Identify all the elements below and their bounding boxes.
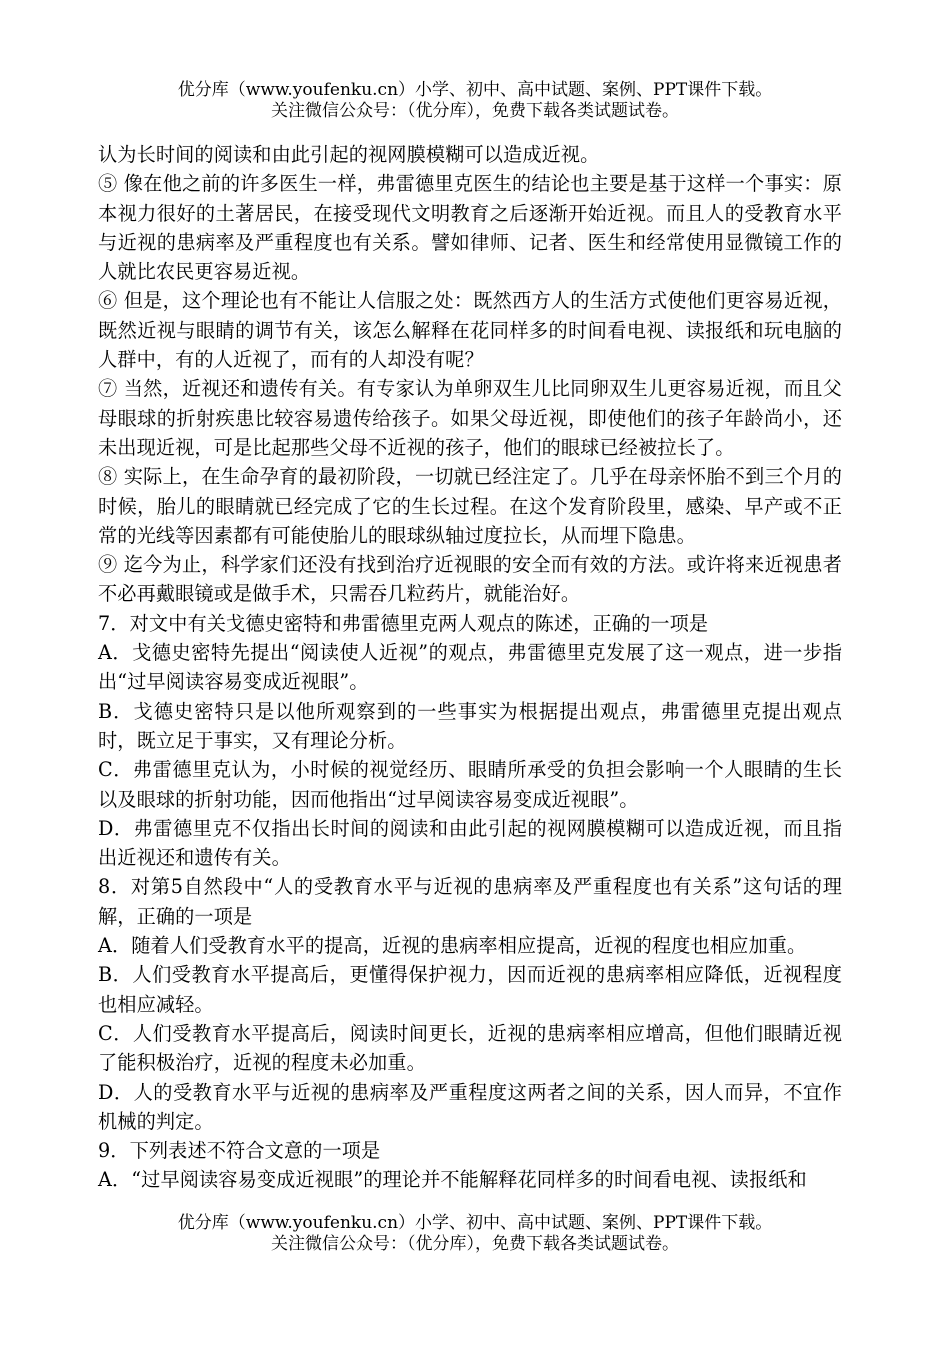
question-8-option-c: C．人们受教育水平提高后，阅读时间更长，近视的患病率相应增高，但他们眼睛近视了能积极治疗，近视的程度未必加重。: [98, 1021, 842, 1075]
question-7: 7．对文中有关戈德史密特和弗雷德里克两人观点的陈述，正确的一项是: [98, 611, 709, 635]
paragraph-6: ⑥ 但是，这个理论也有不能让人信服之处：既然西方人的生活方式使他们更容易近视，既然近视与眼睛的调节有关，该怎么解释在花同样多的时间看电视、读报纸和玩电脑的人群中，有的人近视了，而有的人却没有呢？: [98, 289, 842, 372]
paragraph-5: ⑤ 像在他之前的许多医生一样，弗雷德里克医生的结论也主要是基于这样一个事实：原本视力很好的土著居民，在接受现代文明教育之后逐渐开始近视。而且人的受教育水平与近视的患病率及严重程度也有关系。譬如律师、记者、医生和经常使用显微镜工作的人就比农民更容易近视。: [98, 172, 842, 284]
question-7-option-d: D．弗雷德里克不仅指出长时间的阅读和由此引起的视网膜模糊可以造成近视，而且指出近视还和遗传有关。: [98, 816, 842, 870]
question-9: 9．下列表述不符合文意的一项是: [98, 1139, 381, 1163]
paragraph-continuation: 认为长时间的阅读和由此引起的视网膜模糊可以造成近视。: [98, 143, 600, 166]
question-8: 8．对第5自然段中“人的受教育水平与近视的患病率及严重程度也有关系”这句话的理解，正确的一项是: [98, 875, 842, 928]
question-7-option-b: B．戈德史密特只是以他所观察到的一些事实为根据提出观点，弗雷德里克提出观点时，既立足于事实，又有理论分析。: [98, 699, 842, 752]
footer-line-2: 关注微信公众号：（优分库），免费下载各类试题试卷。: [271, 1234, 679, 1254]
question-9-option-a: A．“过早阅读容易变成近视眼”的理论并不能解释花同样多的时间看电视、读报纸和: [98, 1168, 807, 1192]
question-8-option-d: D．人的受教育水平与近视的患病率及严重程度这两者之间的关系，因人而异，不宜作机械的判定。: [98, 1080, 842, 1133]
paragraph-8: ⑧ 实际上，在生命孕育的最初阶段，一切就已经注定了。几乎在母亲怀胎不到三个月的时候，胎儿的眼睛就已经完成了它的生长过程。在这个发育阶段里，感染、早产或不正常的光线等因素都有可能使胎儿的眼球纵轴过度拉长，从而埋下隐患。: [98, 465, 842, 547]
question-7-option-c: C．弗雷德里克认为，小时候的视觉经历、眼睛所承受的负担会影响一个人眼睛的生长以及眼球的折射功能，因而他指出“过早阅读容易变成近视眼”。: [98, 758, 842, 811]
question-8-option-a: A．随着人们受教育水平的提高，近视的患病率相应提高，近视的程度也相应加重。: [98, 934, 807, 958]
document-body: [98, 140, 842, 1195]
question-7-option-a: A．戈德史密特先提出“阅读使人近视”的观点，弗雷德里克发展了这一观点，进一步指出“过早阅读容易变成近视眼”。: [98, 641, 842, 694]
page-footer: [0, 1213, 950, 1255]
header-line-2: 关注微信公众号：（优分库），免费下载各类试题试卷。: [271, 101, 679, 121]
page-header: [0, 80, 950, 122]
header-line-1: 优分库（www.youfenku.cn）小学、初中、高中试题、案例、PPT课件下载。: [177, 80, 773, 100]
footer-line-1: 优分库（www.youfenku.cn）小学、初中、高中试题、案例、PPT课件下载。: [177, 1213, 773, 1233]
question-8-option-b: B．人们受教育水平提高后，更懂得保护视力，因而近视的患病率相应降低，近视程度也相应减轻。: [98, 963, 842, 1016]
paragraph-9: ⑨ 迄今为止，科学家们还没有找到治疗近视眼的安全而有效的方法。或许将来近视患者不必再戴眼镜或是做手术，只需吞几粒药片，就能治好。: [98, 553, 842, 606]
paragraph-7: ⑦ 当然，近视还和遗传有关。有专家认为单卵双生儿比同卵双生儿更容易近视，而且父母眼球的折射疾患比较容易遗传给孩子。如果父母近视，即使他们的孩子年龄尚小，还未出现近视，可是比起那些父母不近视的孩子，他们的眼球已经被拉长了。: [98, 377, 842, 459]
